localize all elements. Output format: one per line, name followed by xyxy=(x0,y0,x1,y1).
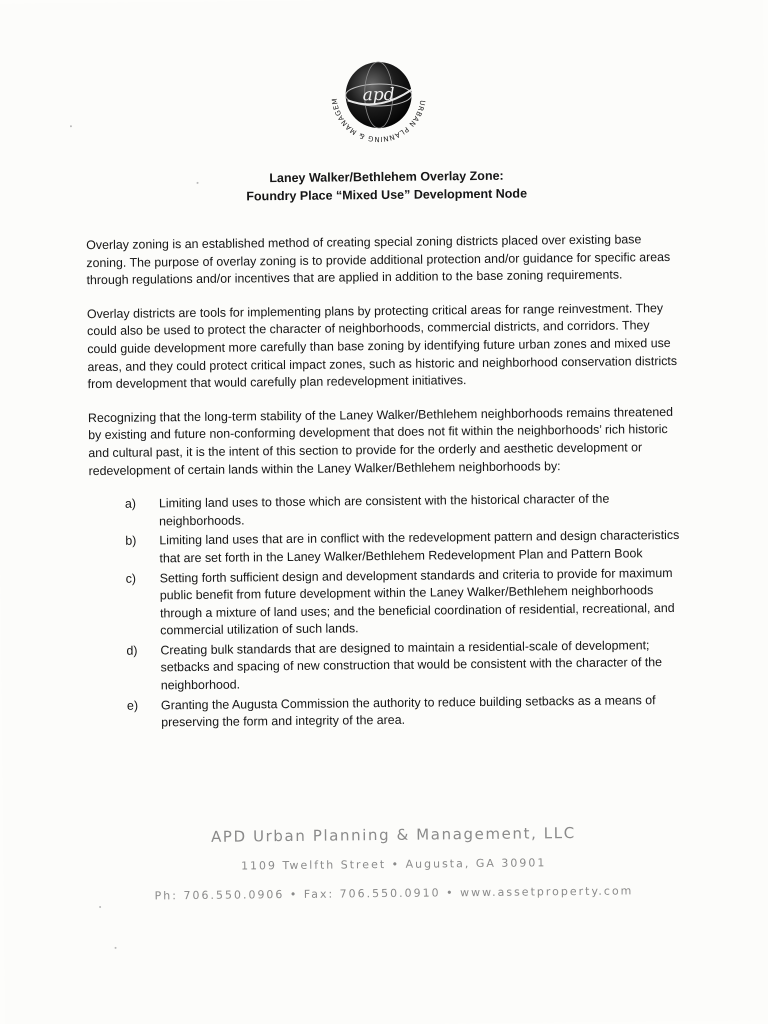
footer-company-name: APD Urban Planning & Management, LLC xyxy=(210,824,576,846)
list-marker: c) xyxy=(125,571,137,586)
list-item-text: Limiting land uses that are in conflict with the redevelopment pattern and design characteristics that are set forth in the Laney Walker/Bethlehem Redevelopment Plan and Pattern Book xyxy=(159,528,680,566)
title-line-2: Foundry Place “Mixed Use” Development Node xyxy=(246,186,528,204)
list-item-text: Creating bulk standards that are designed to maintain a residential-scale of development; setbacks and spacing of new construction that would be consistent with the character of the neighborhood. xyxy=(160,638,663,693)
list-marker: b) xyxy=(125,533,137,549)
logo-center-text: apd xyxy=(362,84,395,106)
list-item-text: Setting forth sufficient design and development standards and criteria to provide for maximum public benefit from future development within the Laney Walker/Bethlehem neighborhoods through a mixture of land uses; and the beneficial coordination of residential, recreational, and commercial utilization of such lands. xyxy=(159,565,675,638)
document-body xyxy=(86,231,681,735)
list-item xyxy=(127,692,681,733)
list-item xyxy=(126,564,681,640)
logo-ring-text: URBAN PLANNING & MANAGEMENT, xyxy=(330,97,427,144)
list-item xyxy=(125,490,679,531)
scan-speck xyxy=(115,947,117,949)
title-line-1: Laney Walker/Bethlehem Overlay Zone: xyxy=(269,168,504,186)
footer-address: 1109 Twelfth Street • Augusta, GA 30901 xyxy=(240,856,547,873)
scan-speck xyxy=(99,906,101,908)
paragraph-overlay-zoning: Overlay zoning is an established method of creating special zoning districts placed over existing base zoning. The purpose of overlay zoning is to provide additional protection and/or guidance for specific areas through regulations and/or incentives that are applied in addition to the base zoning requirements. xyxy=(86,232,671,288)
document-title xyxy=(176,166,596,206)
paragraph-overlay-districts: Overlay districts are tools for implementing plans by protecting critical areas for range reinvestment. They could also be used to protect the character of neighborhoods, commercial districts, and corridors. They could guide development more carefully than base zoning by identifying future urban zones and mixed use areas, and they could protect critical impact zones, such as historic and neighborhood conservation districts from development that would carefully plan redevelopment initiatives. xyxy=(86,300,678,392)
footer-contact: Ph: 706.550.0906 • Fax: 706.550.0910 • www.assetproperty.com xyxy=(154,884,634,903)
list-marker: a) xyxy=(124,496,137,511)
company-logo xyxy=(325,41,432,148)
objectives-list xyxy=(89,490,681,733)
list-marker: d) xyxy=(126,643,138,658)
list-item-text: Granting the Augusta Commission the authority to reduce building setbacks as a means of preserving the form and integrity of the area. xyxy=(160,692,656,730)
list-item xyxy=(125,527,679,568)
scan-speck xyxy=(70,125,72,127)
list-item-text: Limiting land uses to those which are consistent with the historical character of the neighborhoods. xyxy=(158,491,610,529)
logo-icon xyxy=(325,41,432,148)
scan-speck xyxy=(197,182,199,184)
letterhead-footer xyxy=(113,823,674,903)
list-item xyxy=(126,637,681,696)
paragraph-intent: Recognizing that the long-term stability of the Laney Walker/Bethlehem neighborhoods remains threatened by existing and future non-conforming development that does not fit within the neighborhoods’ rich historic and cultural past, it is the intent of this section to provide for the orderly and aesthetic development or redevelopment of certain lands within the Laney Walker/Bethlehem neighborhoods by: xyxy=(87,404,674,478)
list-marker: e) xyxy=(126,698,139,713)
